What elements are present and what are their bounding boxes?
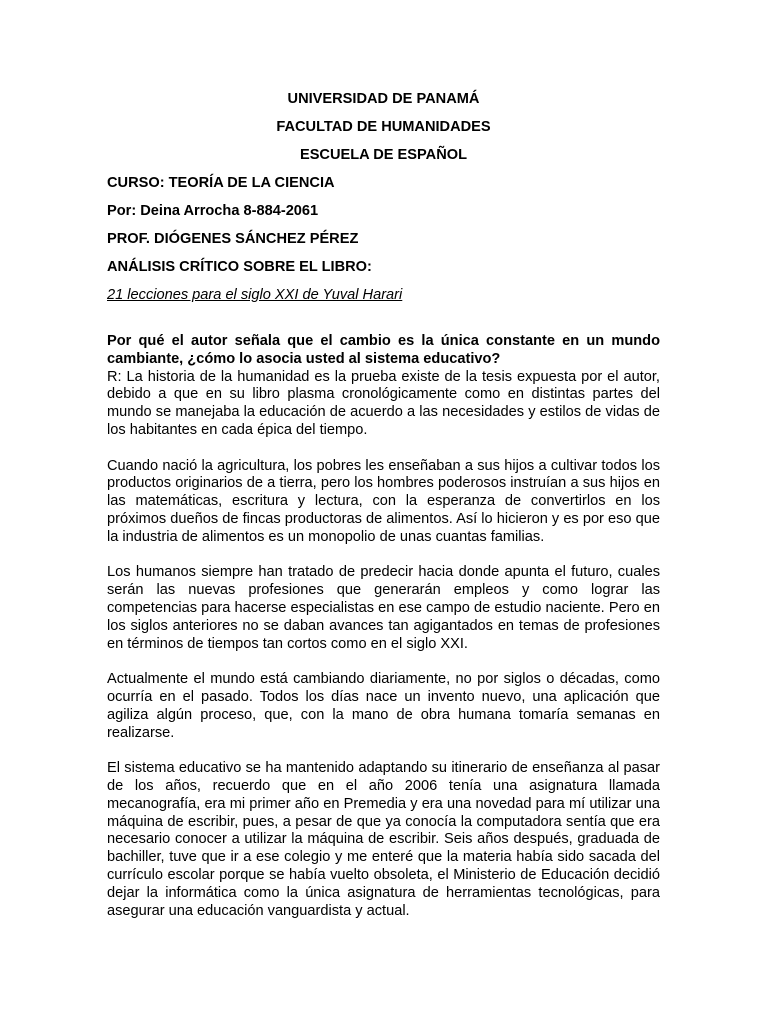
paragraph: Cuando nació la agricultura, los pobres les enseñaban a sus hijos a cultivar todos los productos originarios de a tierra, pero los hombres poderosos instruían a sus hijos en las matemáticas, escritura y lectura, con la esperanza de convertirlos en los próximos dueños de fincas productoras de alimentos. Así lo hicieron y es por eso que la industria de alimentos es un monopolio de unas cuantas familias. — [107, 457, 660, 545]
paragraph: El sistema educativo se ha mantenido adaptando su itinerario de enseñanza al pasar de los años, recuerdo que en el año 2006 tenía una asignatura llamada mecanografía, era mi primer año en Premedia y era una novedad para mí utilizar una máquina de escribir, pues, a pesar de que ya conocía la computadora sentía que era necesario conocer a utilizar la máquina de escribir. Seis años después, graduada de bachiller, tuve que ir a ese colegio y me enteré que la materia había sido sacada del currículo escolar porque se había vuelto obsoleta, el Ministerio de Educación decidió dejar la informática como la única asignatura de herramientas tecnológicas, para asegurar una educación vanguardista y actual. — [107, 760, 660, 919]
university-heading: UNIVERSIDAD DE PANAMÁ — [287, 91, 480, 107]
paragraph: R: La historia de la humanidad es la prueba existe de la tesis expuesta por el autor, debido a que en su libro plasma cronológicamente como en distintas partes del mundo se manejaba la educación de acuerdo a las necesidades y estilos de vidas de los habitantes en cada épica del tiempo. — [107, 368, 660, 438]
course-line: CURSO: TEORÍA DE LA CIENCIA — [107, 175, 335, 191]
paragraph: Los humanos siempre han tratado de predecir hacia donde apunta el futuro, cuales serán las nuevas profesiones que generarán empleos y como lograr las competencias para hacerse especialistas en ese campo de estudio naciente. Pero en los siglos anteriores no se daban avances tan agigantados en temas de profesiones en términos de tiempos tan cortos como en el siglo XXI. — [107, 564, 660, 652]
professor-line: PROF. DIÓGENES SÁNCHEZ PÉREZ — [107, 231, 359, 247]
document-page — [107, 90, 660, 938]
book-title: 21 lecciones para el siglo XXI de Yuval Harari — [107, 287, 403, 303]
question-text: Por qué el autor señala que el cambio es la única constante en un mundo cambiante, ¿cómo lo asocia usted al sistema educativo? — [107, 333, 660, 367]
author-line: Por: Deina Arrocha 8-884-2061 — [107, 203, 319, 219]
faculty-heading: FACULTAD DE HUMANIDADES — [276, 119, 491, 135]
school-heading: ESCUELA DE ESPAÑOL — [299, 147, 468, 163]
analysis-heading: ANÁLISIS CRÍTICO SOBRE EL LIBRO: — [107, 259, 372, 275]
paragraph: Actualmente el mundo está cambiando diariamente, no por siglos o décadas, como ocurría en el pasado. Todos los días nace un invento nuevo, una aplicación que agiliza algún proceso, que, con la mano de obra humana tomaría semanas en realizarse. — [107, 671, 660, 741]
